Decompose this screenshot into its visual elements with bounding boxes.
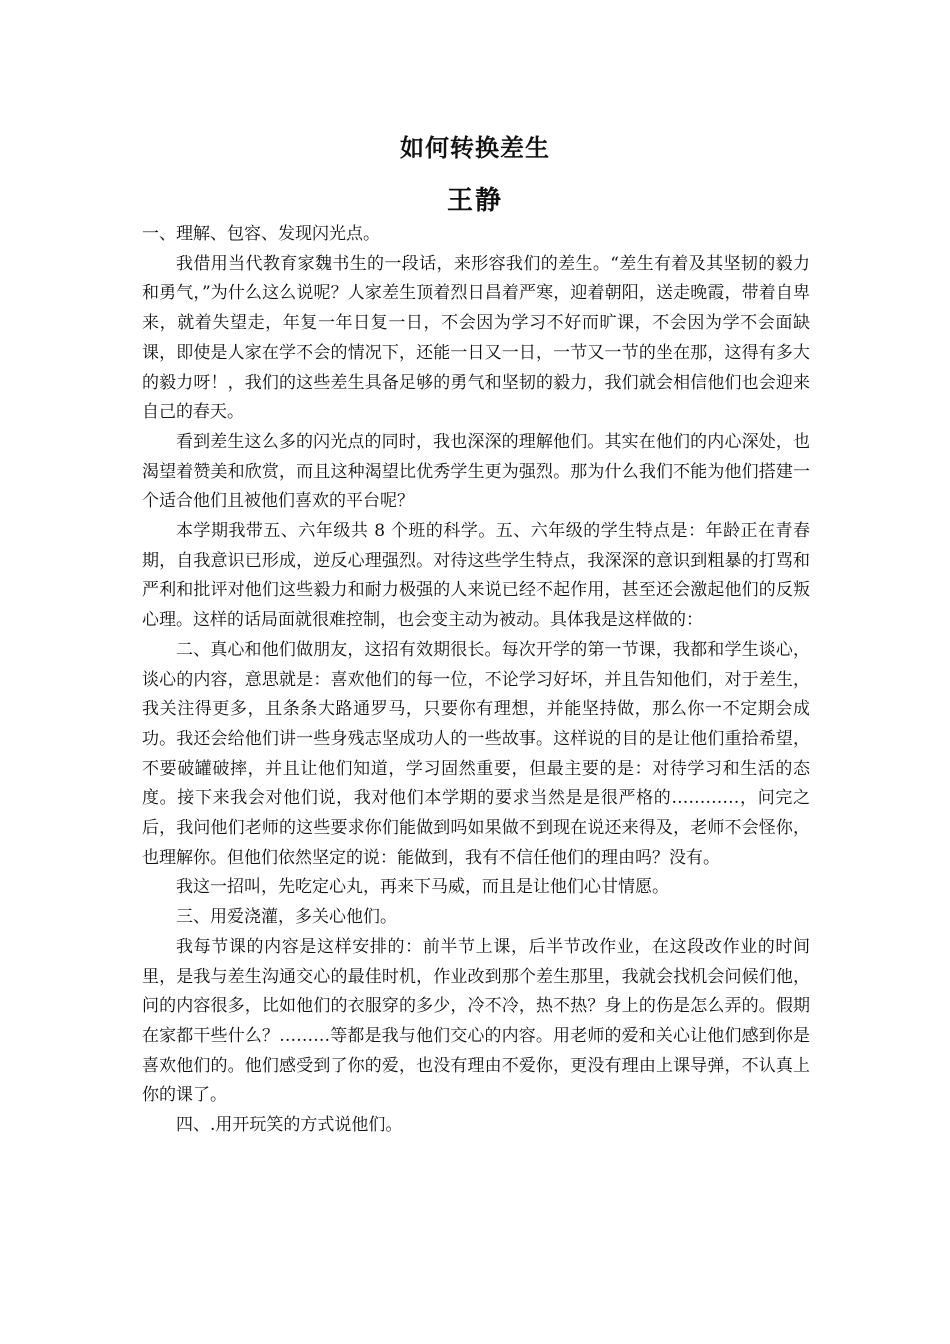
- body-paragraph: 本学期我带五、六年级共 8 个班的科学。五、六年级的学生特点是：年龄正在青春期，自我意识已形成，逆反心理强烈。对待这些学生特点，我深深的意识到粗暴的打骂和严利和批评对他们这些毅力和耐力极强的人来说已经不起作用，甚至还会激起他们的反叛心理。这样的话局面就很难控制，也会变主动为被动。具体我是这样做的：: [142, 521, 810, 631]
- body-paragraph: 我借用当代教育家魏书生的一段话，来形容我们的差生。“差生有着及其坚韧的毅力和勇气，”为什么这么说呢？人家差生顶着烈日昌着严寒，迎着朝阳，送走晚霞，带着自卑来，就着失望走，年复一年日复一日，不会因为学习不好而旷课，不会因为学不会面缺课，即使是人家在学不会的情况下，还能一日又一日，一节又一节的坐在那，这得有多大的毅力呀！，我们的这些差生具备足够的勇气和坚韧的毅力，我们就会相信他们也会迎来自己的春天。: [142, 253, 810, 423]
- section-paragraph-2: 二、真心和他们做朋友，这招有效期很长。每次开学的第一节课，我都和学生谈心，谈心的内容，意思就是：喜欢他们的每一位，不论学习好坏，并且告知他们，对于差生，我关注得更多，且条条大路通罗马，只要你有理想，并能坚持做，那么你一不定期会成功。我还会给他们讲一些身残志坚成功人的一些故事。这样说的目的是让他们重拾希望，不要破罐破摔，并且让他们知道，学习固然重要，但最主要的是：对待学习和生活的态度。接下来我会对他们说，我对他们本学期的要求当然是是很严格的…………，问完之后，我问他们老师的这些要求你们能做到吗如果做不到现在说还来得及，老师不会怪你，也理解你。但他们依然坚定的说：能做到，我有不信任他们的理由吗？没有。: [142, 639, 810, 868]
- document-body: [142, 220, 810, 1141]
- body-paragraph: 我每节课的内容是这样安排的：前半节上课，后半节改作业，在这段改作业的时间里，是我与差生沟通交心的最佳时机，作业改到那个差生那里，我就会找机会问候们他，问的内容很多，比如他们的衣服穿的多少，冷不冷，热不热？身上的伤是怎么弄的。假期在家都干些什么？………等都是我与他们交心的内容。用老师的爱和关心让他们感到你是喜欢他们的。他们感受到了你的爱，也没有理由不爱你，更没有理由上课导弹，不认真上你的课了。: [142, 936, 810, 1106]
- section-heading-4: 四、.用开玩笑的方式说他们。: [176, 1115, 403, 1136]
- section-heading-3: 三、用爱浇灌，多关心他们。: [176, 907, 397, 928]
- document-author: 王静: [446, 186, 503, 216]
- body-paragraph: 我这一招叫，先吃定心丸，再来下马威，而且是让他们心甘情愿。: [176, 877, 669, 898]
- body-paragraph: 看到差生这么多的闪光点的同时，我也深深的理解他们。其实在他们的内心深处，也渴望着赞美和欣赏，而且这种渴望比优秀学生更为强烈。那为什么我们不能为他们搭建一个适合他们且被他们喜欢的平台呢？: [142, 431, 810, 512]
- section-heading-1: 一、理解、包容、发现闪光点。: [142, 224, 380, 244]
- document-title: 如何转换差生: [400, 133, 550, 162]
